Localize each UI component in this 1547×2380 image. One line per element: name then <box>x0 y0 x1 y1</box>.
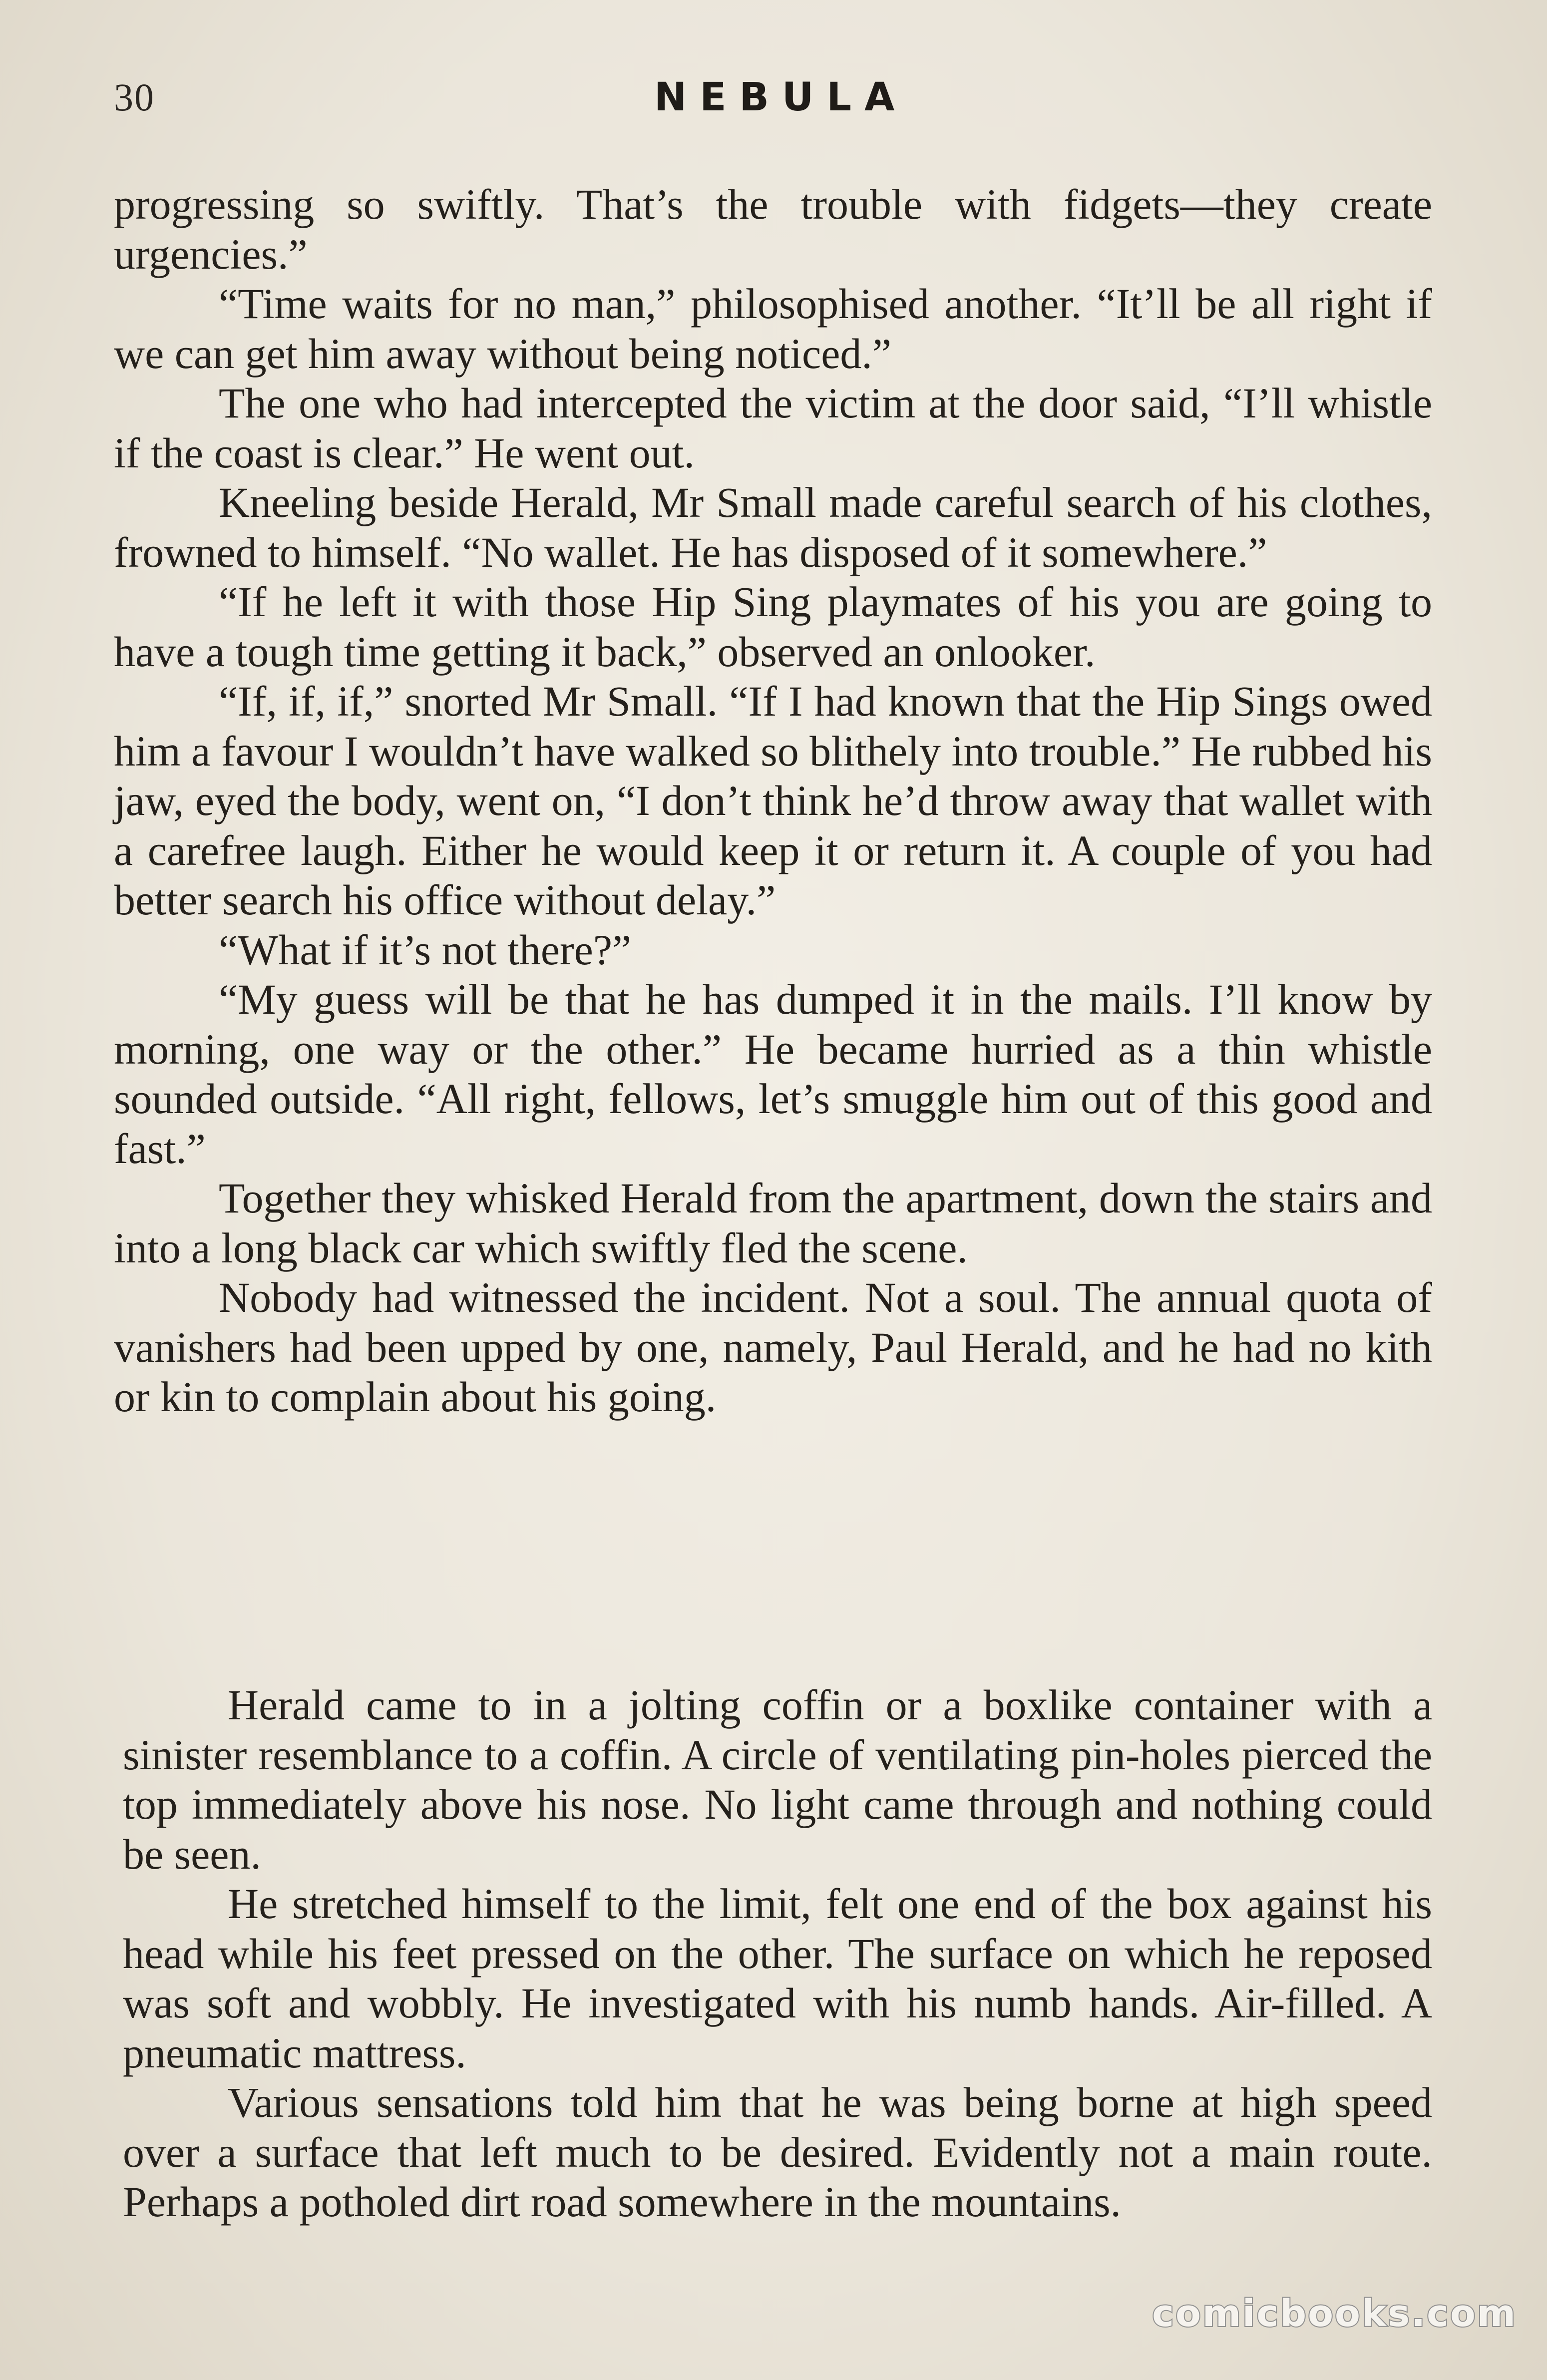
watermark-logo: comicbooks.com <box>1152 2292 1517 2335</box>
text-section-1 <box>114 180 1432 1422</box>
paragraph: “If he left it with those Hip Sing playmates of his you are going to have a tough time getting it back,” observed an onlooker. <box>114 578 1432 676</box>
paragraph: Kneeling beside Herald, Mr Small made careful search of his clothes, frowned to himself. “No wallet. He has disposed of it somewhere.” <box>114 478 1432 576</box>
paragraph: “If, if, if,” snorted Mr Small. “If I had known that the Hip Sings owed him a favour I wouldn’t have walked so blithely into trouble.” He rubbed his jaw, eyed the body, went on, “I don’t think he’d throw away that wallet with a carefree laugh. Either he would keep it or return it. A couple of you had better search his office without delay.” <box>114 677 1432 924</box>
paragraph: “What if it’s not there?” <box>219 925 632 974</box>
paragraph: Herald came to in a jolting coffin or a boxlike container with a sinister resemblance to a coffin. A circle of ventilating pin-holes pierced the top immediately above his nose. No light came through and nothing could be seen. <box>123 1681 1432 1878</box>
paragraph: “My guess will be that he has dumped it in the mails. I’ll know by morning, one way or the other.” He became hurried as a thin whistle sounded outside. “All right, fellows, let’s smuggle him out of this good and fast.” <box>114 975 1432 1173</box>
running-head: NEBULA <box>654 75 908 120</box>
paragraph: “Time waits for no man,” philosophised another. “It’ll be all right if we can get him away without being noticed.” <box>114 280 1432 378</box>
paragraph: He stretched himself to the limit, felt one end of the box against his head while his feet pressed on the other. The surface on which he reposed was soft and wobbly. He investigated with his numb hands. Air-filled. A pneumatic mattress. <box>123 1880 1432 2077</box>
text-section-2 <box>123 1680 1432 2227</box>
paragraph: progressing so swiftly. That’s the trouble with fidgets—they create urgencies.” <box>114 180 1432 278</box>
paragraph: Various sensations told him that he was being borne at high speed over a surface that left much to be desired. Evidently not a main route. Perhaps a potholed dirt road somewhere in the mountains. <box>123 2078 1432 2226</box>
paragraph: Together they whisked Herald from the apartment, down the stairs and into a long black car which swiftly fled the scene. <box>114 1174 1432 1272</box>
page-number: 30 <box>114 75 155 119</box>
paragraph: The one who had intercepted the victim at the door said, “I’ll whistle if the coast is clear.” He went out. <box>114 379 1432 477</box>
paragraph: Nobody had witnessed the incident. Not a soul. The annual quota of vanishers had been upped by one, namely, Paul Herald, and he had no kith or kin to complain about his going. <box>114 1273 1432 1421</box>
